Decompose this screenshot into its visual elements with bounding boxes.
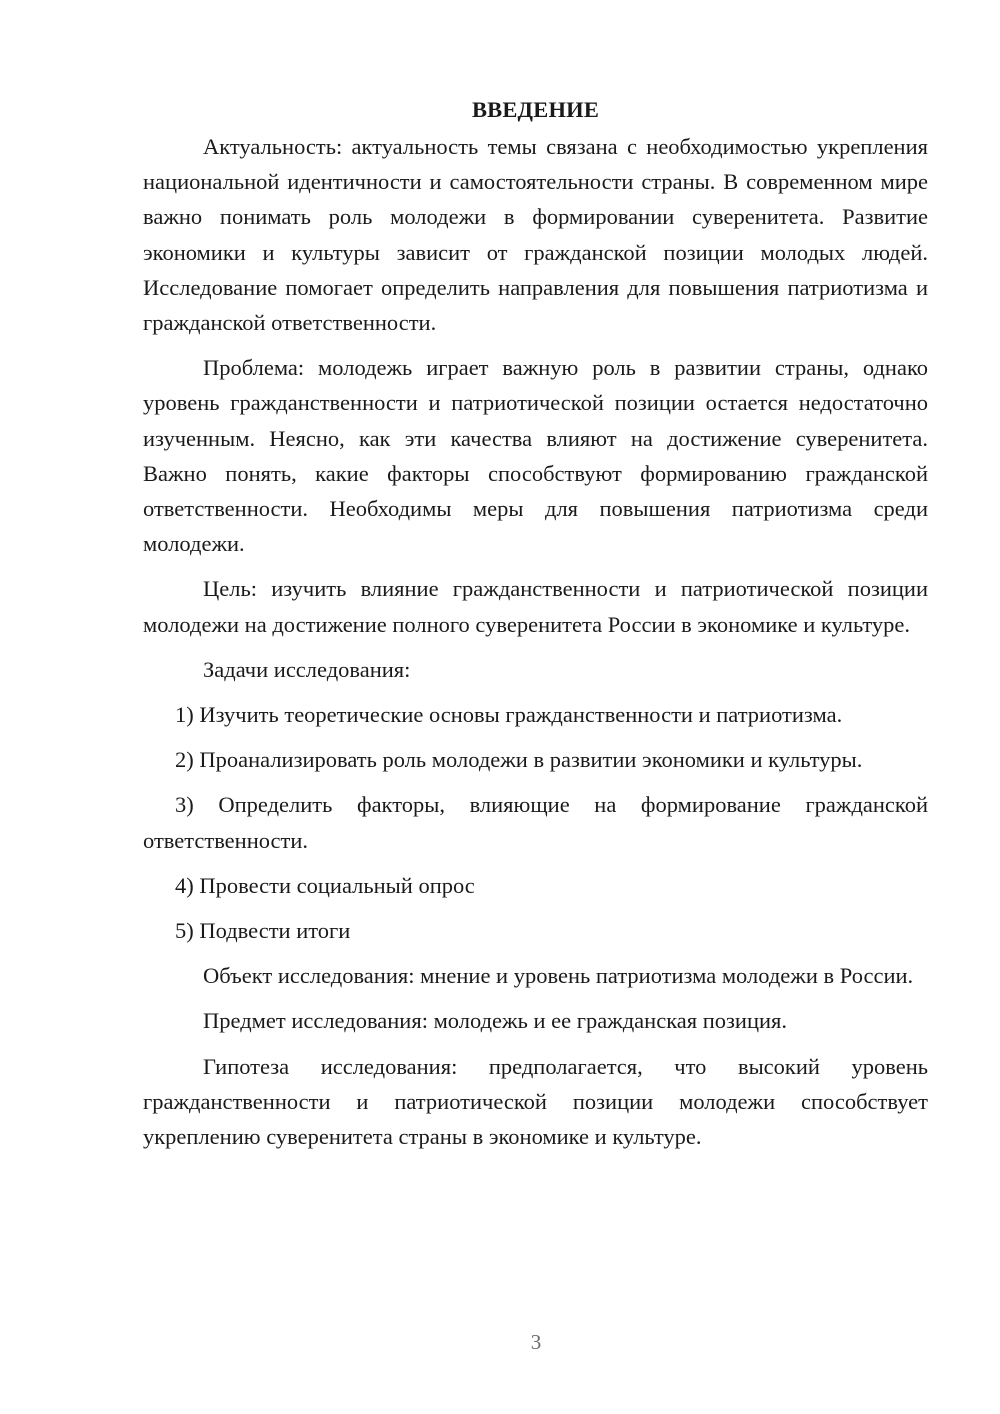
paragraph-object: Объект исследования: мнение и уровень патриотизма молодежи в России. (203, 963, 914, 989)
task-item-1: 1) Изучить теоретические основы гражданственности и патриотизма. (175, 702, 843, 728)
paragraph-relevance: Актуальность: актуальность темы связана с необходимостью укрепления национальной идентичности и самостоятельности страны. В современном мире важно понимать роль молодежи в формировании суверенитета. Развитие экономики и культуры зависит от гражданской позиции молодых людей. Исследование помогает определить направления для повышения патриотизма и гражданской ответственности. (143, 134, 928, 336)
task-item-5: 5) Подвести итоги (175, 918, 351, 944)
page-number (0, 1330, 1000, 1355)
paragraph-subject: Предмет исследования: молодежь и ее гражданская позиция. (203, 1008, 788, 1034)
task-item-2: 2) Проанализировать роль молодежи в развитии экономики и культуры. (175, 747, 863, 773)
paragraph-hypothesis: Гипотеза исследования: предполагается, что высокий уровень гражданственности и патриотической позиции молодежи способствует укреплению суверенитета страны в экономике и культуре. (143, 1053, 928, 1150)
tasks-heading: Задачи исследования: (203, 656, 411, 682)
task-item-3: 3) Определить факторы, влияющие на формирование гражданской ответственности. (143, 792, 928, 853)
paragraph-goal: Цель: изучить влияние гражданственности и патриотической позиции молодежи на достижение полного суверенитета России в экономике и культуре. (143, 576, 928, 637)
paragraph-problem: Проблема: молодежь играет важную роль в развитии страны, однако уровень гражданственности и патриотической позиции остается недостаточно изученным. Неясно, как эти качества влияют на достижение суверенитета. Важно понять, какие факторы способствуют формированию гражданской ответственности. Необходимы меры для повышения патриотизма среди молодежи. (143, 355, 928, 557)
document-title: ВВЕДЕНИЕ (471, 97, 600, 122)
document-page (143, 92, 928, 1164)
page-number-text: 3 (530, 1330, 542, 1354)
task-item-4: 4) Провести социальный опрос (175, 872, 475, 898)
